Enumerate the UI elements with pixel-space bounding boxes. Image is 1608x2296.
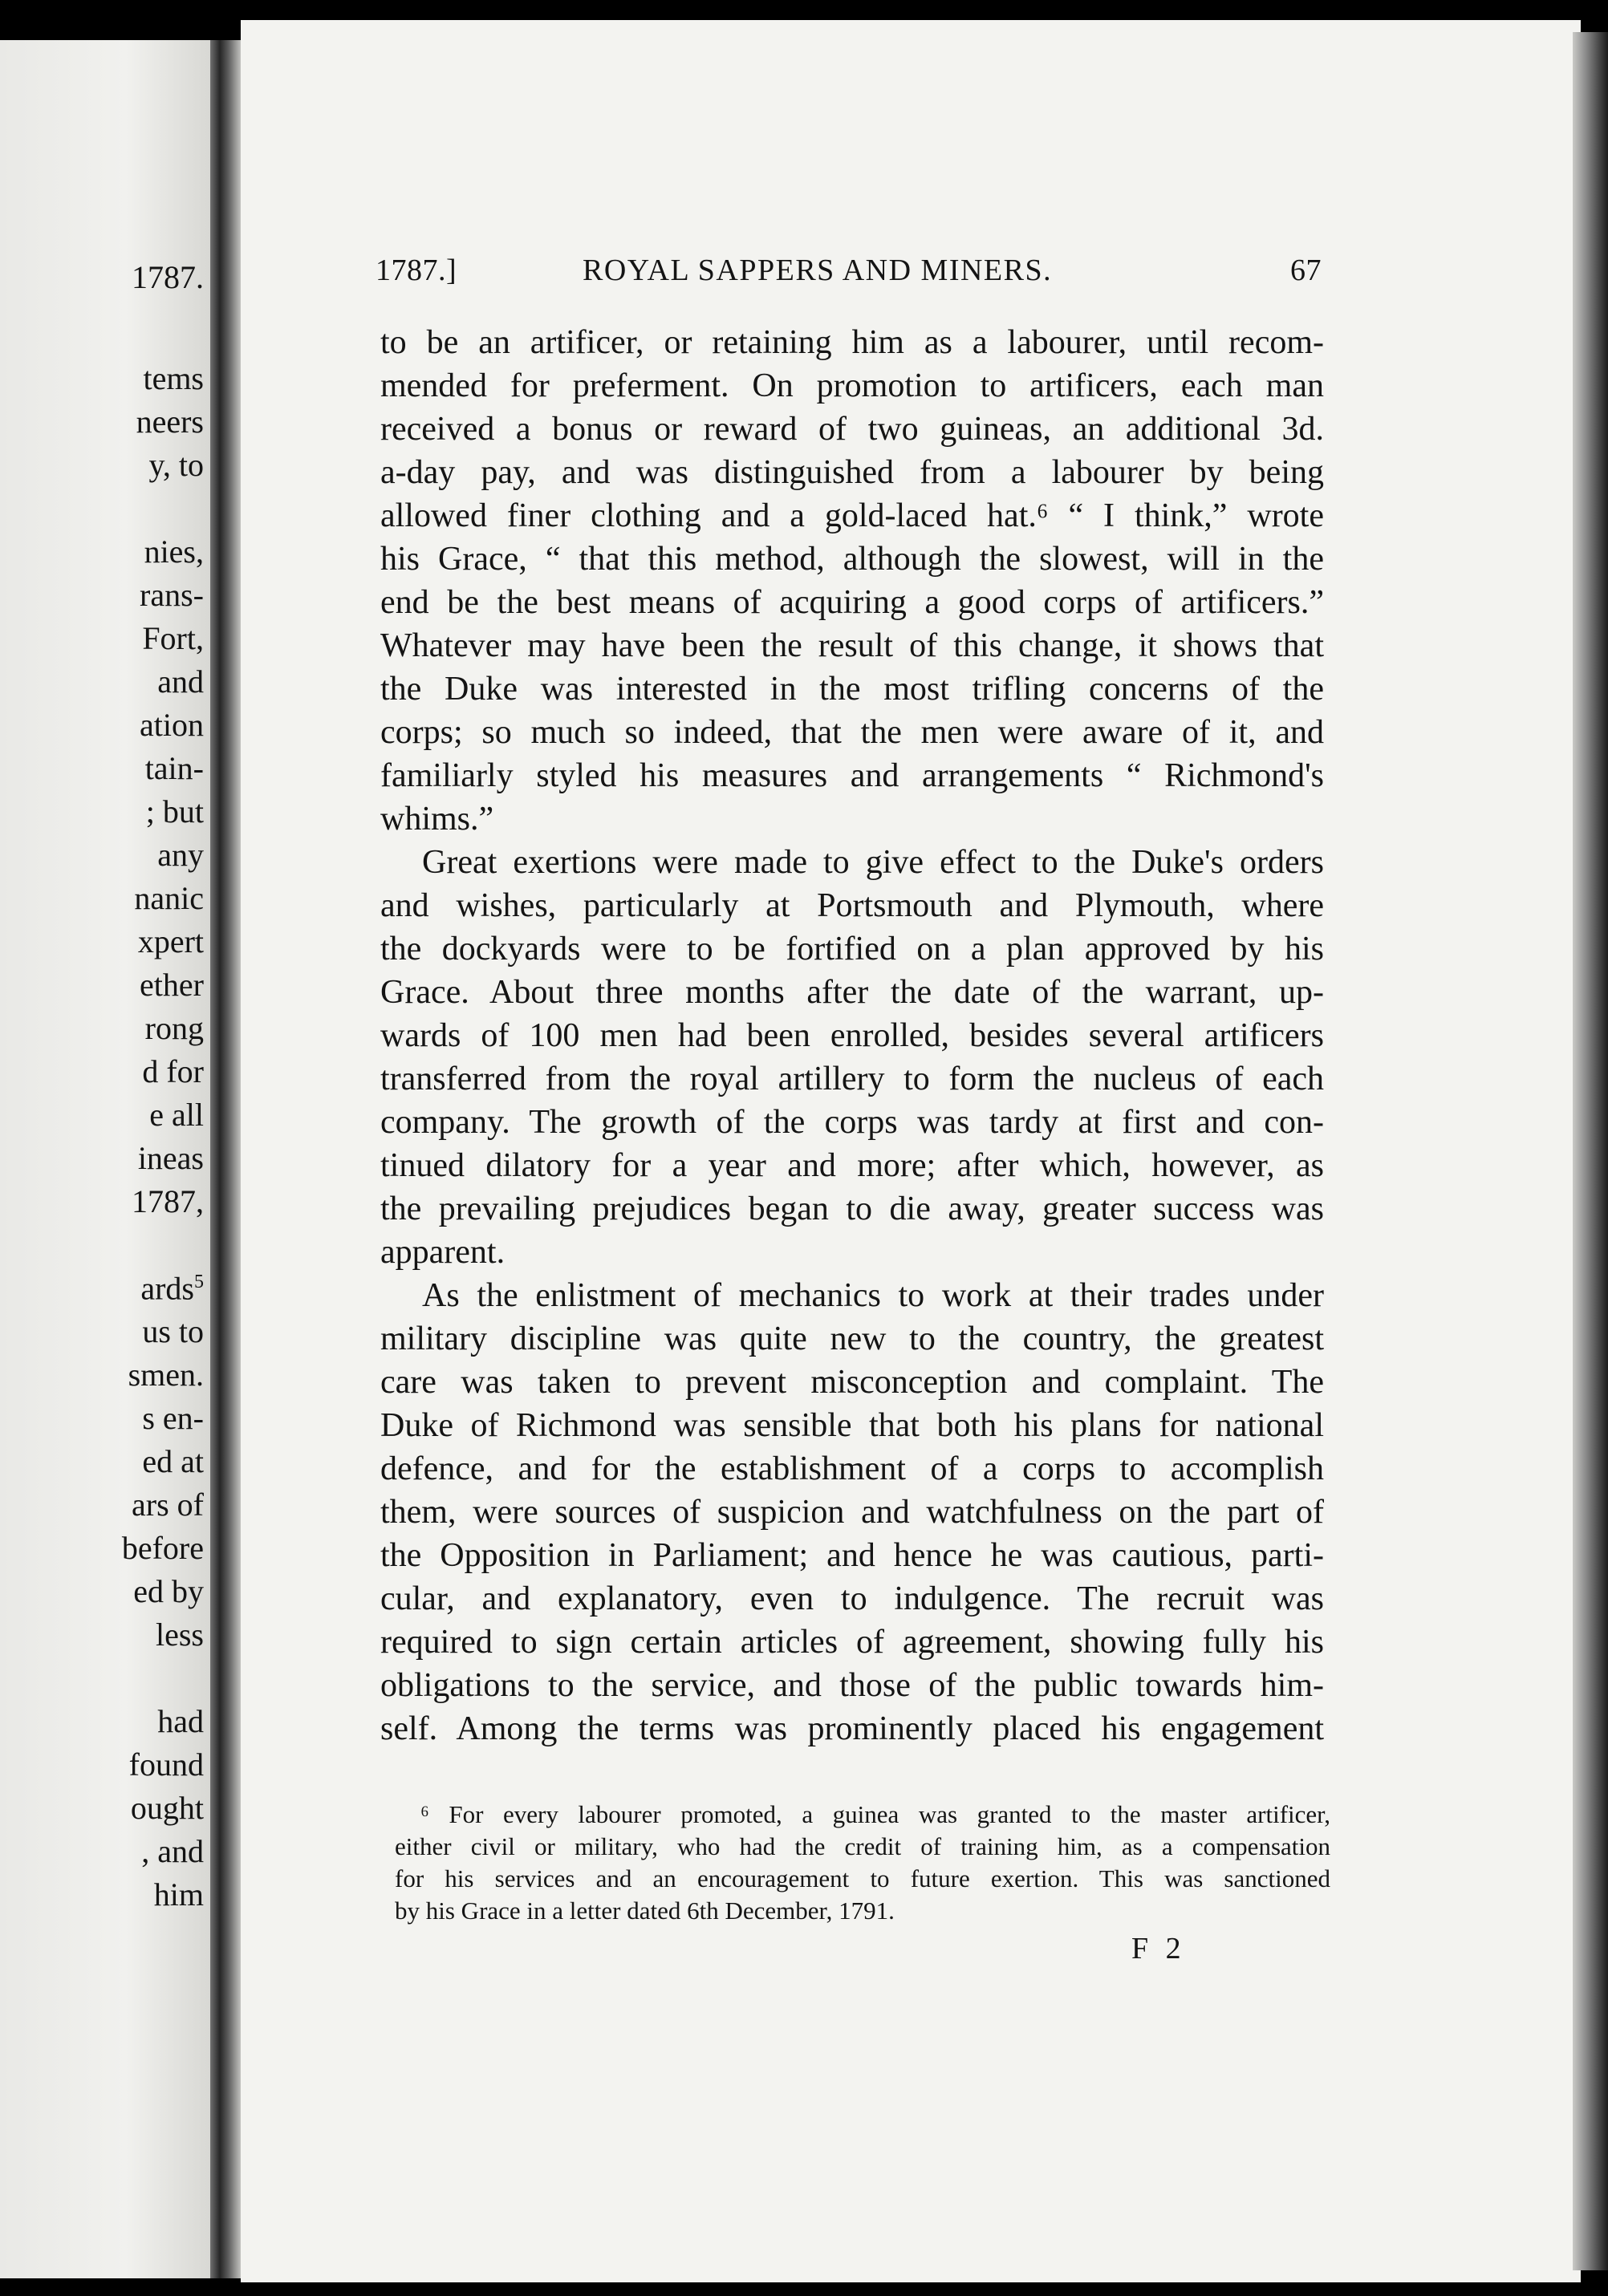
running-head-title: ROYAL SAPPERS AND MINERS. (583, 254, 1053, 287)
previous-page-line: 1787. (132, 259, 204, 295)
previous-page-line: nanic (134, 880, 204, 916)
previous-page-line: nies, (144, 533, 204, 570)
body-line: corps; so much so indeed, that the men were aware of it, and (380, 714, 1324, 751)
body-line: familiarly styled his measures and arrangements “ Richmond's (380, 757, 1324, 794)
previous-page-line: before (121, 1530, 204, 1566)
body-line: obligations to the service, and those of the public towards him- (380, 1667, 1324, 1704)
body-line: As the enlistment of mechanics to work at their trades under (422, 1277, 1324, 1314)
running-head-year: 1787.] (376, 254, 457, 287)
previous-page-line: neers (136, 404, 204, 440)
body-line: received a bonus or reward of two guineas, an additional 3d. (380, 411, 1324, 448)
body-line: the Opposition in Parliament; and hence he was cautious, parti- (380, 1537, 1324, 1574)
body-line: a-day pay, and was distinguished from a labourer by being (380, 454, 1324, 491)
body-line: military discipline was quite new to the country, the greatest (380, 1320, 1324, 1357)
footnote-line: by his Grace in a letter dated 6th December, 1791. (395, 1896, 895, 1925)
previous-page-line: y, to (148, 447, 204, 483)
body-line: defence, and for the establishment of a corps to accomplish (380, 1450, 1324, 1487)
body-line: the prevailing prejudices began to die away, greater success was (380, 1191, 1324, 1227)
body-line: Whatever may have been the result of this change, it shows that (380, 627, 1324, 664)
page-edge-shadow (1573, 32, 1608, 2270)
body-line: mended for preferment. On promotion to artificers, each man (380, 367, 1324, 404)
previous-page-line: ether (140, 967, 204, 1003)
previous-page-fragment (0, 40, 210, 2278)
previous-page-line: tems (143, 360, 204, 396)
body-line: the dockyards were to be fortified on a plan approved by his (380, 931, 1324, 967)
body-line: allowed finer clothing and a gold-laced hat.⁶ “ I think,” wrote (380, 497, 1324, 534)
previous-page-line: less (156, 1617, 204, 1653)
previous-page-line: had (157, 1703, 204, 1739)
body-line: cular, and explanatory, even to indulgence. The recruit was (380, 1580, 1324, 1617)
body-line: wards of 100 men had been enrolled, besides several artificers (380, 1017, 1324, 1054)
previous-page-line: s en- (142, 1400, 204, 1436)
previous-page-line: ars of (132, 1487, 204, 1523)
body-line: company. The growth of the corps was tardy at first and con- (380, 1104, 1324, 1141)
previous-page-line: him (153, 1876, 204, 1913)
previous-page-line: smen. (128, 1357, 204, 1393)
footnote-line: for his services and an encouragement to future exertion. This was sanctioned (395, 1864, 1330, 1892)
body-line: required to sign certain articles of agreement, showing fully his (380, 1624, 1324, 1661)
previous-page-line: us to (142, 1313, 204, 1349)
body-line: self. Among the terms was prominently placed his engagement (380, 1710, 1324, 1747)
body-line: Duke of Richmond was sensible that both his plans for national (380, 1407, 1324, 1444)
previous-page-line: , and (141, 1833, 204, 1869)
body-line: to be an artificer, or retaining him as a labourer, until recom- (380, 324, 1324, 361)
body-line: Grace. About three months after the date of the warrant, up- (380, 974, 1324, 1011)
previous-page-line: Fort, (142, 620, 204, 656)
previous-page-line: found (128, 1746, 204, 1783)
book-gutter (210, 40, 242, 2278)
previous-page-line: ed by (133, 1573, 204, 1609)
body-line: transferred from the royal artillery to form the nucleus of each (380, 1061, 1324, 1097)
previous-page-line: d for (142, 1053, 204, 1089)
previous-page-line: ed at (142, 1443, 204, 1479)
body-line: apparent. (380, 1234, 506, 1271)
body-line: end be the best means of acquiring a good corps of artificers.” (380, 584, 1324, 621)
body-line: the Duke was interested in the most trifling concerns of the (380, 671, 1324, 708)
previous-page-line: ought (130, 1790, 204, 1826)
previous-page-line: ards$^5$ (140, 1270, 204, 1307)
footnote-line: either civil or military, who had the credit of training him, as a compensation (395, 1832, 1330, 1860)
body-line: his Grace, “ that this method, although the slowest, will in the (380, 541, 1324, 578)
footnote-line: ⁶ For every labourer promoted, a guinea was granted to the master artificer, (420, 1800, 1330, 1828)
page-number: 67 (1290, 254, 1322, 287)
body-line: and wishes, particularly at Portsmouth and Plymouth, where (380, 887, 1324, 924)
previous-page-line: xpert (137, 923, 204, 959)
body-line: them, were sources of suspicion and watchfulness on the part of (380, 1494, 1324, 1531)
signature-mark: F 2 (1131, 1932, 1186, 1965)
body-line: Great exertions were made to give effect to the Duke's orders (422, 844, 1324, 881)
previous-page-line: rans- (140, 577, 204, 613)
previous-page-line: ineas (137, 1140, 204, 1176)
previous-page-line: and (157, 663, 204, 700)
body-line: tinued dilatory for a year and more; after which, however, as (380, 1147, 1324, 1184)
body-line: care was taken to prevent misconception and complaint. The (380, 1364, 1324, 1401)
previous-page-line: e all (149, 1097, 204, 1133)
previous-page-line: any (157, 837, 204, 873)
previous-page-line: tain- (144, 750, 204, 786)
previous-page-line-text: ards (140, 1270, 194, 1307)
previous-page-line: ation (140, 707, 204, 743)
body-line: whims.” (380, 801, 494, 838)
previous-page-line: 1787, (132, 1183, 204, 1219)
previous-page-line: rong (144, 1010, 204, 1046)
previous-page-line: ; but (145, 793, 204, 830)
